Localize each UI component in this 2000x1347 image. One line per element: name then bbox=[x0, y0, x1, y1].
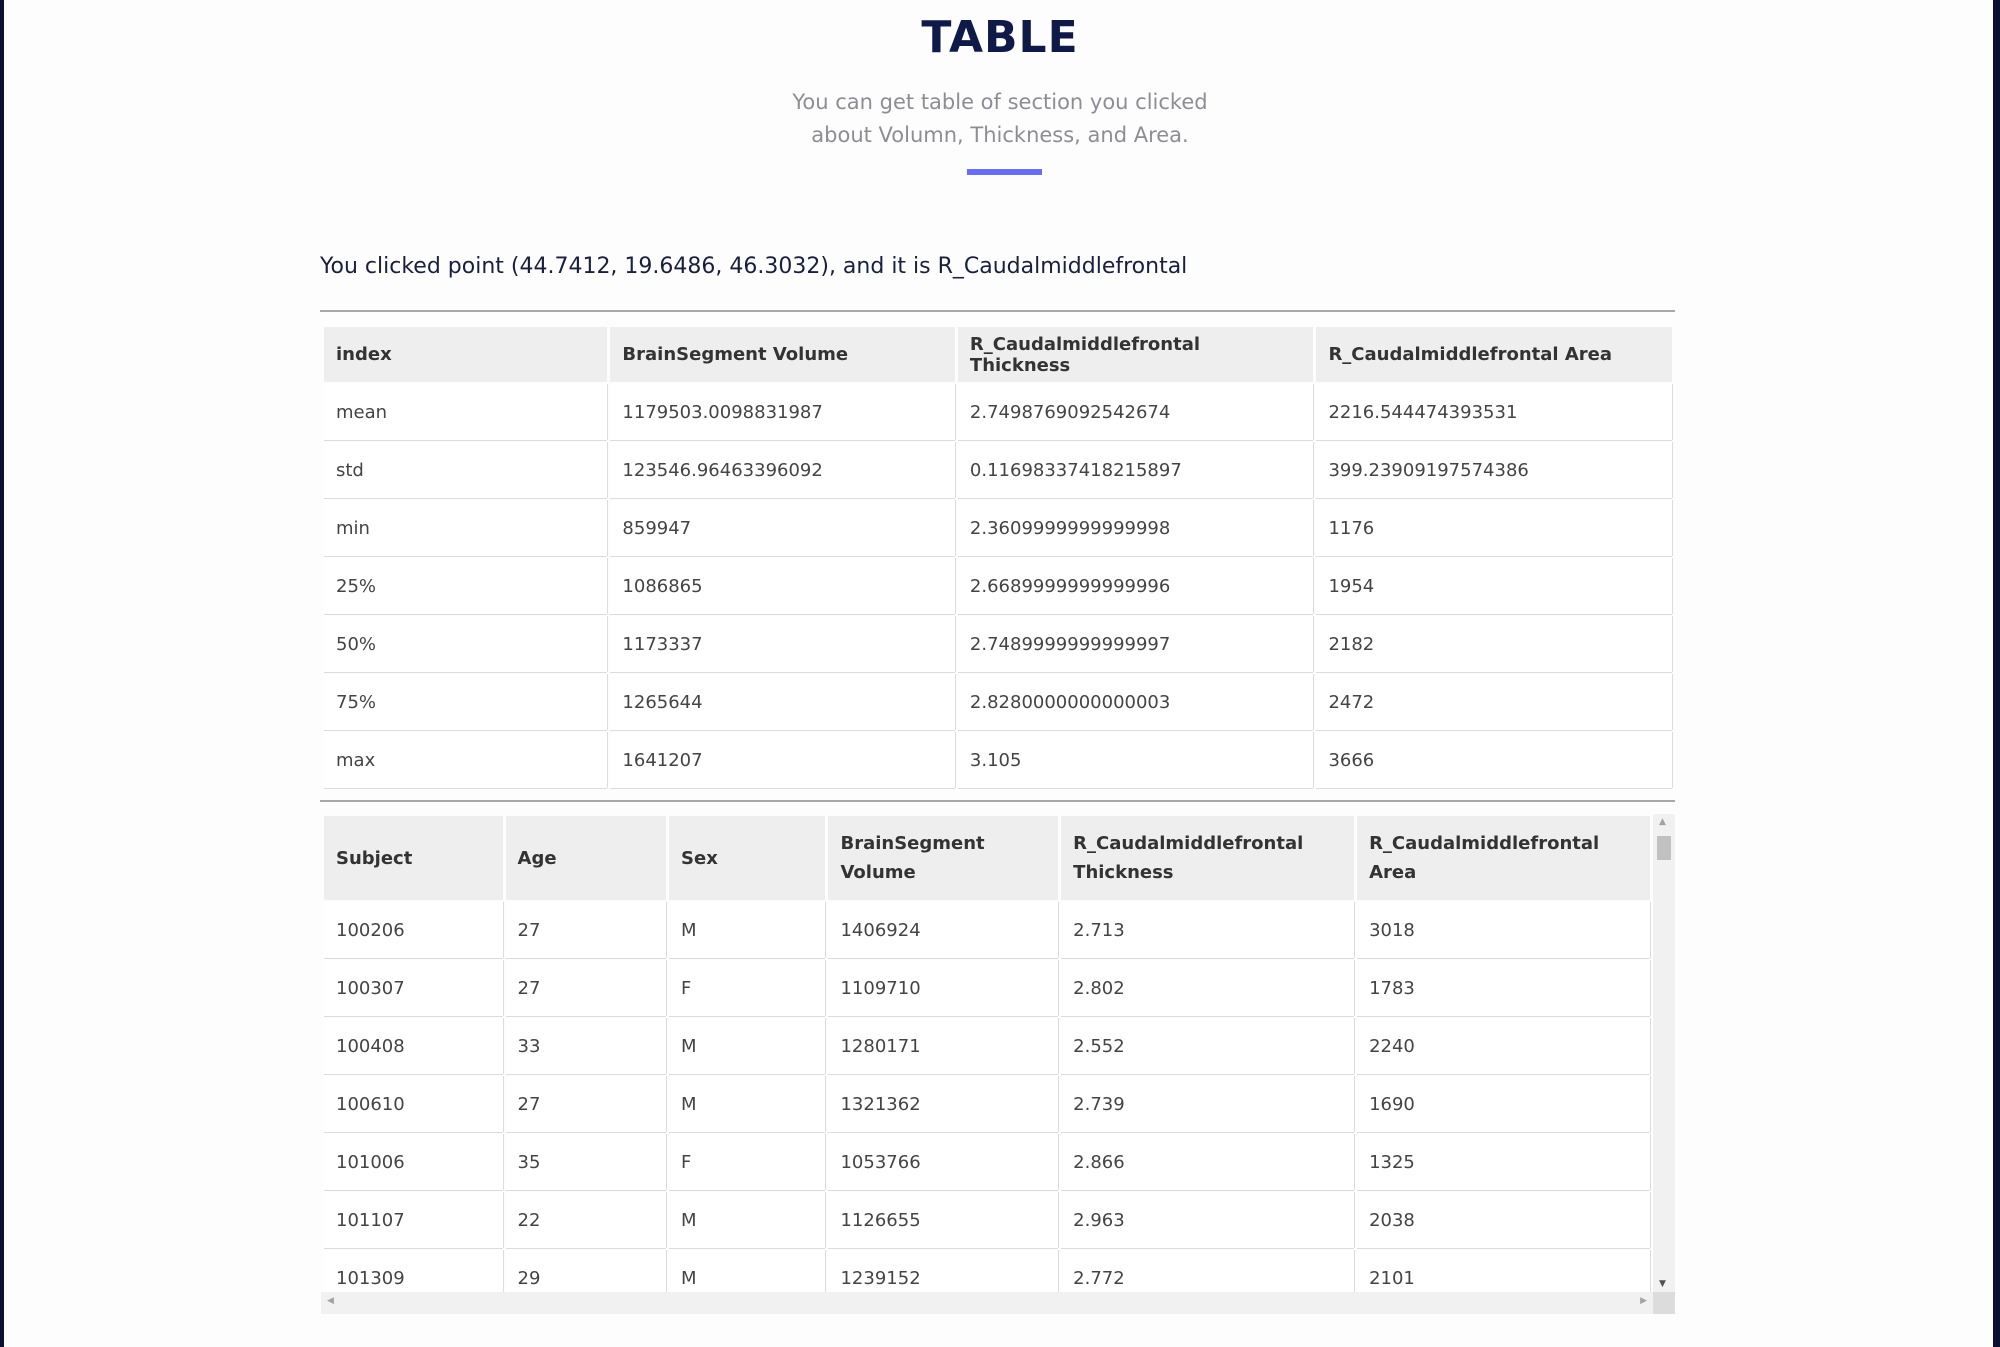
table-cell: 101107 bbox=[324, 1192, 503, 1248]
table-cell: 100307 bbox=[324, 960, 503, 1016]
table-cell: 1641207 bbox=[610, 732, 955, 788]
table-cell: 1690 bbox=[1357, 1076, 1650, 1132]
scroll-right-icon[interactable]: ▶ bbox=[1640, 1296, 1647, 1306]
scroll-left-icon[interactable]: ◀ bbox=[327, 1296, 334, 1306]
table-cell: 2.713 bbox=[1061, 902, 1354, 958]
scroll-down-icon[interactable]: ▼ bbox=[1659, 1279, 1666, 1289]
table-cell: 1179503.0098831987 bbox=[610, 384, 955, 440]
table-cell: 1954 bbox=[1316, 558, 1672, 614]
table-cell: 2.7489999999999997 bbox=[958, 616, 1314, 672]
table-cell: 1783 bbox=[1357, 960, 1650, 1016]
table-cell: 2101 bbox=[1357, 1250, 1650, 1306]
table-cell: 2.963 bbox=[1061, 1192, 1354, 1248]
vertical-scrollbar-thumb[interactable] bbox=[1657, 836, 1671, 860]
column-header: R_Caudalmiddlefrontal Area bbox=[1357, 816, 1650, 900]
table-cell: 399.23909197574386 bbox=[1316, 442, 1672, 498]
subject-table bbox=[321, 814, 1653, 1308]
summary-row bbox=[324, 500, 1672, 556]
table-cell: 27 bbox=[506, 902, 666, 958]
table-cell: 1265644 bbox=[610, 674, 955, 730]
subject-row bbox=[324, 1192, 1650, 1248]
table-cell: 1126655 bbox=[828, 1192, 1058, 1248]
page-subtitle bbox=[0, 86, 2000, 152]
table-cell: M bbox=[669, 1018, 825, 1074]
table-cell: mean bbox=[324, 384, 607, 440]
summary-row bbox=[324, 384, 1672, 440]
table-cell: 2182 bbox=[1316, 616, 1672, 672]
table-cell: 29 bbox=[506, 1250, 666, 1306]
table-cell: 101309 bbox=[324, 1250, 503, 1306]
table-cell: 1176 bbox=[1316, 500, 1672, 556]
table-cell: 2.7498769092542674 bbox=[958, 384, 1314, 440]
table-cell: std bbox=[324, 442, 607, 498]
table-cell: M bbox=[669, 1192, 825, 1248]
table-cell: 1053766 bbox=[828, 1134, 1058, 1190]
table-cell: 2.772 bbox=[1061, 1250, 1354, 1306]
table-cell: 1280171 bbox=[828, 1018, 1058, 1074]
table-cell: 1173337 bbox=[610, 616, 955, 672]
column-header: R_Caudalmiddlefrontal Thickness bbox=[1061, 816, 1354, 900]
table-cell: 27 bbox=[506, 1076, 666, 1132]
table-cell: 2.552 bbox=[1061, 1018, 1354, 1074]
table-cell: 2216.544474393531 bbox=[1316, 384, 1672, 440]
scrollbar-corner bbox=[1653, 1292, 1675, 1314]
subject-row bbox=[324, 1018, 1650, 1074]
table-cell: 27 bbox=[506, 960, 666, 1016]
summary-row bbox=[324, 732, 1672, 788]
table-cell: F bbox=[669, 960, 825, 1016]
table-cell: 1325 bbox=[1357, 1134, 1650, 1190]
table-cell: F bbox=[669, 1134, 825, 1190]
table-cell: 2.739 bbox=[1061, 1076, 1354, 1132]
table-cell: max bbox=[324, 732, 607, 788]
table-cell: 123546.96463396092 bbox=[610, 442, 955, 498]
table-cell: 859947 bbox=[610, 500, 955, 556]
subtitle-line-1: You can get table of section you clicked bbox=[792, 90, 1208, 114]
summary-row bbox=[324, 558, 1672, 614]
subject-table-scroll-container[interactable] bbox=[321, 814, 1675, 1314]
summary-table-header bbox=[324, 327, 1672, 382]
scroll-up-icon[interactable]: ▲ bbox=[1659, 817, 1666, 827]
summary-row bbox=[324, 442, 1672, 498]
table-cell: 75% bbox=[324, 674, 607, 730]
table-cell: 1406924 bbox=[828, 902, 1058, 958]
window-edge-right bbox=[1993, 0, 2000, 1347]
clicked-point-message: You clicked point (44.7412, 19.6486, 46.3032), and it is R_Caudalmiddlefrontal bbox=[320, 254, 1188, 279]
column-header: R_Caudalmiddlefrontal Area bbox=[1316, 327, 1672, 382]
column-header: R_Caudalmiddlefrontal Thickness bbox=[958, 327, 1314, 382]
page-title: TABLE bbox=[921, 12, 1079, 63]
column-header: Sex bbox=[669, 816, 825, 900]
table-cell: M bbox=[669, 902, 825, 958]
divider bbox=[320, 800, 1675, 802]
subtitle-line-2: about Volumn, Thickness, and Area. bbox=[811, 123, 1189, 147]
table-cell: 100206 bbox=[324, 902, 503, 958]
table-cell: 2.3609999999999998 bbox=[958, 500, 1314, 556]
table-cell: 2472 bbox=[1316, 674, 1672, 730]
table-cell: 1239152 bbox=[828, 1250, 1058, 1306]
table-cell: 100408 bbox=[324, 1018, 503, 1074]
table-cell: 2.866 bbox=[1061, 1134, 1354, 1190]
table-cell: min bbox=[324, 500, 607, 556]
table-cell: 2038 bbox=[1357, 1192, 1650, 1248]
table-cell: 35 bbox=[506, 1134, 666, 1190]
vertical-scrollbar[interactable] bbox=[1653, 814, 1675, 1292]
table-cell: 101006 bbox=[324, 1134, 503, 1190]
table-cell: 2.8280000000000003 bbox=[958, 674, 1314, 730]
title-accent-bar bbox=[967, 169, 1042, 175]
table-cell: 100610 bbox=[324, 1076, 503, 1132]
table-cell: 3666 bbox=[1316, 732, 1672, 788]
divider bbox=[320, 310, 1675, 312]
table-cell: 2.6689999999999996 bbox=[958, 558, 1314, 614]
horizontal-scrollbar[interactable] bbox=[321, 1292, 1653, 1314]
table-cell: 22 bbox=[506, 1192, 666, 1248]
table-cell: 1109710 bbox=[828, 960, 1058, 1016]
column-header: BrainSegment Volume bbox=[610, 327, 955, 382]
table-cell: 1321362 bbox=[828, 1076, 1058, 1132]
subject-row bbox=[324, 960, 1650, 1016]
subject-row bbox=[324, 902, 1650, 958]
table-cell: M bbox=[669, 1076, 825, 1132]
summary-row bbox=[324, 674, 1672, 730]
summary-row bbox=[324, 616, 1672, 672]
table-cell: 33 bbox=[506, 1018, 666, 1074]
table-cell: 0.11698337418215897 bbox=[958, 442, 1314, 498]
subject-table-header bbox=[324, 816, 1650, 900]
summary-table bbox=[321, 325, 1675, 790]
subject-row bbox=[324, 1134, 1650, 1190]
table-cell: 3.105 bbox=[958, 732, 1314, 788]
table-cell: 2.802 bbox=[1061, 960, 1354, 1016]
table-cell: 50% bbox=[324, 616, 607, 672]
table-cell: 3018 bbox=[1357, 902, 1650, 958]
column-header: BrainSegment Volume bbox=[828, 816, 1058, 900]
subject-row bbox=[324, 1076, 1650, 1132]
column-header: Subject bbox=[324, 816, 503, 900]
column-header: index bbox=[324, 327, 607, 382]
window-edge-left bbox=[0, 0, 4, 1347]
table-cell: 25% bbox=[324, 558, 607, 614]
table-cell: M bbox=[669, 1250, 825, 1306]
table-cell: 2240 bbox=[1357, 1018, 1650, 1074]
table-cell: 1086865 bbox=[610, 558, 955, 614]
column-header: Age bbox=[506, 816, 666, 900]
